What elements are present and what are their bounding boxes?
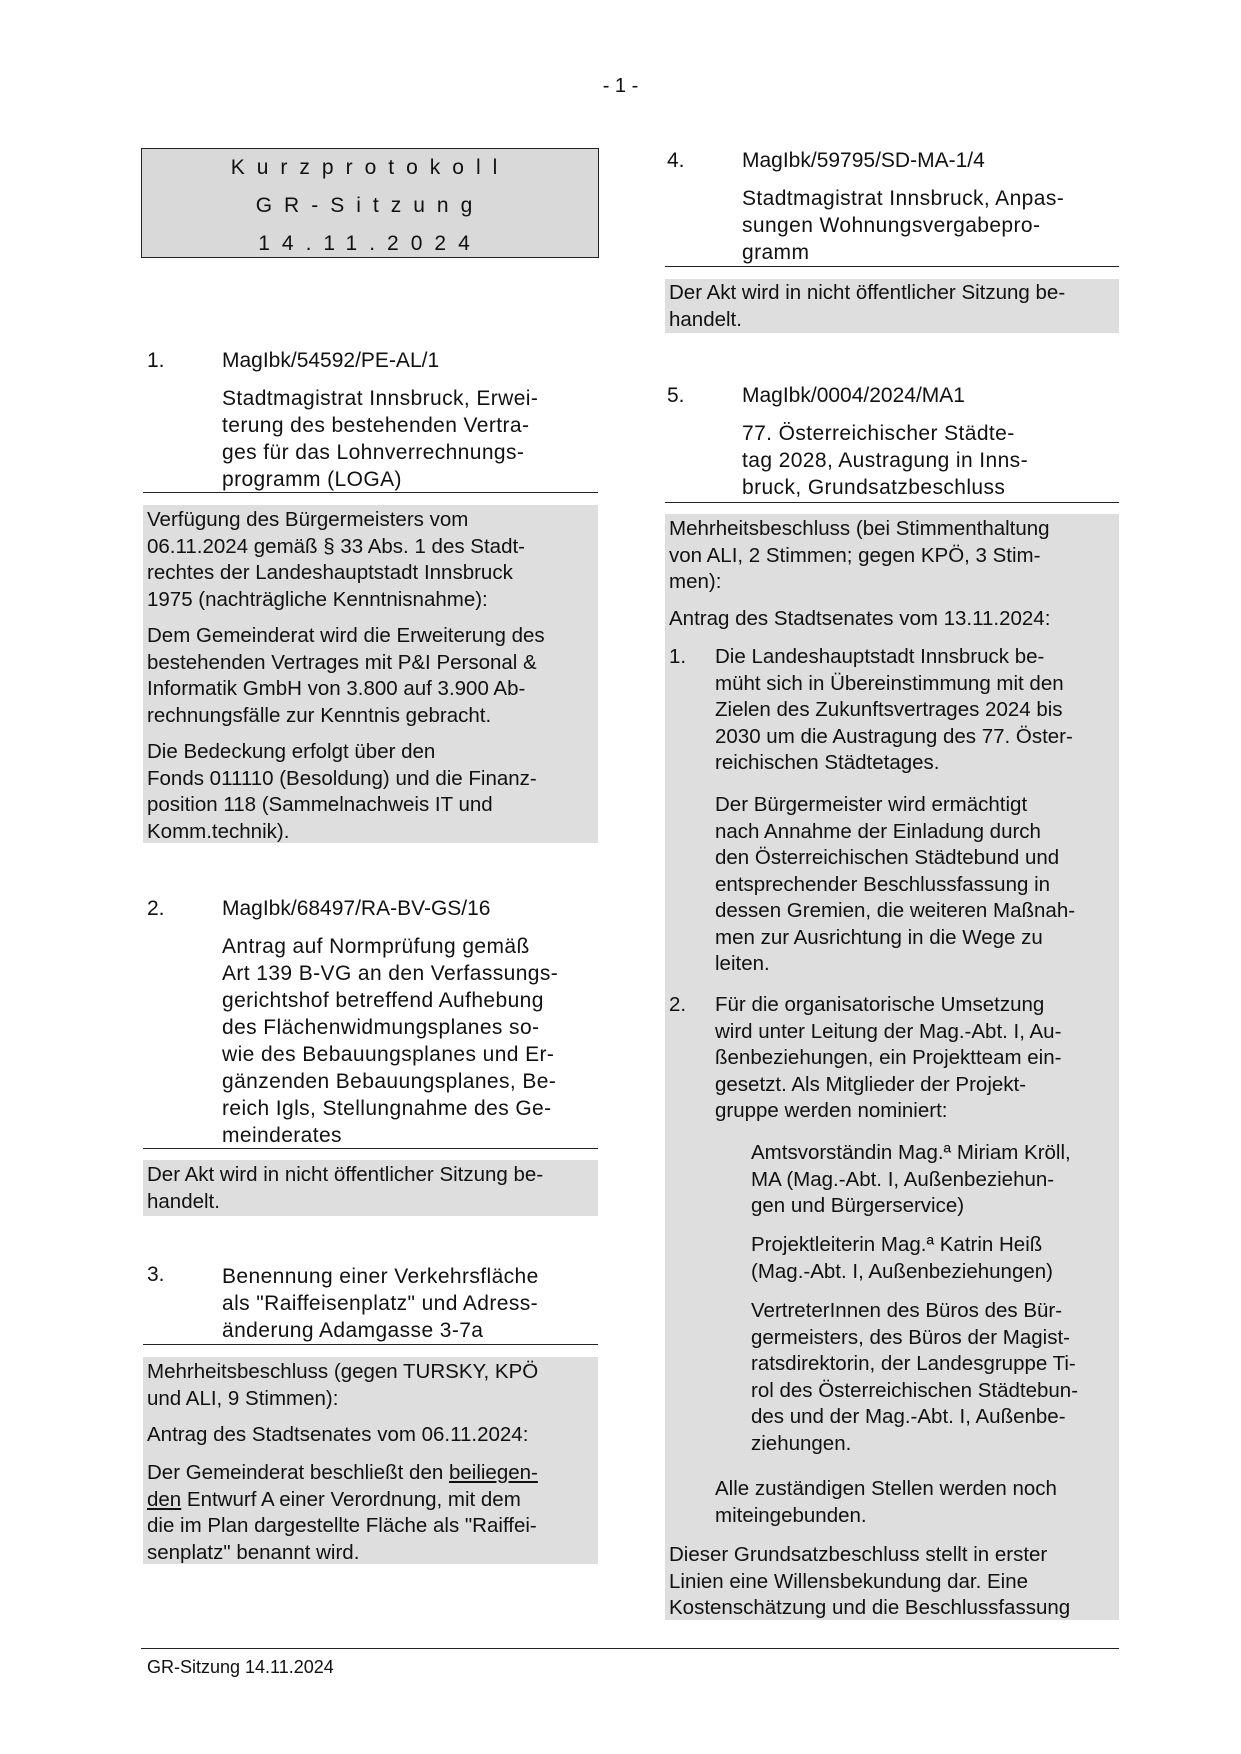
decision-paragraph: Mehrheitsbeschluss (bei Stimmenthaltung von ALI, 2 Stimmen; gegen KPÖ, 3 Stim- men): [669,517,1050,593]
member-entry: VertreterInnen des Büros des Bür- germeisters, des Büros der Magist- ratsdirektorin, der Landesgruppe Ti- rol des Österreichischen Städtebun- des und der Mag.-Abt. I, Außenbe- ziehungen. [751,1299,1079,1455]
title-line-3: 14.11.2024 [258,232,482,255]
item-subject: Antrag auf Normprüfung gemäß Art 139 B-VG an den Verfassungs- gerichtshof betreffend Aufhebung des Flächenwidmungsplanes so- wie des Bebauungsplanes und Er- gänzenden Bebauungsplanes, Be- reich Igls, Stellungnahme des Ge- meinderates [222,935,559,1147]
decision-paragraph: Dem Gemeinderat wird die Erweiterung des bestehenden Vertrages mit P&I Personal & Informatik GmbH von 3.800 auf 3.900 Ab- rechnungsfälle zur Kenntnis gebracht. [147,624,545,727]
decision-paragraph: Antrag des Stadtsenates vom 13.11.2024: [669,607,1051,630]
divider [665,266,1119,267]
item-number: 2. [147,897,165,920]
item-number: 3. [147,1263,165,1286]
item-1 [147,349,597,489]
page-number: - 1 - [602,75,639,97]
item-4 [667,149,1117,264]
item-number: 4. [667,149,685,172]
item-reference: MagIbk/59795/SD-MA-1/4 [742,149,985,172]
title-line-2: GR-Sitzung [255,194,485,217]
item-reference: MagIbk/0004/2024/MA1 [742,384,965,407]
list-number: 2. [669,993,687,1016]
item-2 [147,897,597,1147]
decision-box [143,505,598,843]
decision-paragraph: Dieser Grundsatzbeschluss stellt in erster Linien eine Willensbekundung dar. Eine Kostenschätzung und die Beschlussfassung [669,1543,1071,1619]
decision-box [143,1160,598,1216]
item-reference: MagIbk/54592/PE-AL/1 [222,349,440,372]
decision-box [665,514,1119,1620]
item-subject: Stadtmagistrat Innsbruck, Anpas- sungen Wohnungsvergabepro- gramm [742,187,1065,264]
decision-paragraph: Antrag des Stadtsenates vom 06.11.2024: [147,1423,529,1446]
decision-paragraph: Verfügung des Bürgermeisters vom 06.11.2024 gemäß § 33 Abs. 1 des Stadt- rechtes der Landeshauptstadt Innsbruck 1975 (nachträgliche Kenntnisnahme): [147,508,525,611]
item-number: 1. [147,349,165,372]
footer-text: GR-Sitzung 14.11.2024 [147,1657,334,1677]
item-3 [147,1263,597,1343]
list-item: Die Landeshauptstadt Innsbruck be- müht sich in Übereinstimmung mit den Zielen des Zukunftsvertrages 2024 bis 2030 um die Austragung des 77. Öster- reichischen Städtetages. [715,645,1073,774]
list-item-paragraph: Alle zuständigen Stellen werden noch miteingebunden. [715,1477,1057,1527]
decision-box [143,1357,598,1564]
member-entry: Projektleiterin Mag.ª Katrin Heiß (Mag.-Abt. I, Außenbeziehungen) [751,1233,1053,1283]
divider [143,1148,598,1149]
decision-paragraph: Der Akt wird in nicht öffentlicher Sitzung be- handelt. [147,1163,544,1213]
item-subject: 77. Österreichischer Städte- tag 2028, Austragung in Inns- bruck, Grundsatzbeschluss [742,422,1028,499]
member-entry: Amtsvorständin Mag.ª Miriam Kröll, MA (Mag.-Abt. I, Außenbeziehun- gen und Bürgerservice) [751,1141,1071,1217]
divider [143,492,598,493]
item-reference: MagIbk/68497/RA-BV-GS/16 [222,897,491,920]
decision-paragraph: Der Gemeinderat beschließt den beiliegen- den Entwurf A einer Verordnung, mit dem die im Plan dargestellte Fläche als "Raiffei- senplatz" benannt wird. [147,1461,538,1564]
footer-divider [141,1648,1119,1649]
decision-box [665,279,1119,333]
list-number: 1. [669,645,687,668]
list-item-paragraph: Der Bürgermeister wird ermächtigt nach Annahme der Einladung durch den Österreichischen Städtebund und entsprechender Beschlussfassung in dessen Gremien, die weiteren Maßnah- men zur Ausrichtung in die Wege zu leiten. [715,793,1076,975]
decision-paragraph: Die Bedeckung erfolgt über den Fonds 011110 (Besoldung) und die Finanz- position 118 (Sammelnachweis IT und Komm.technik). [147,740,537,843]
divider [143,1344,598,1345]
list-item: Für die organisatorische Umsetzung wird unter Leitung der Mag.-Abt. I, Au- ßenbeziehungen, ein Projektteam ein- gesetzt. Als Mitglieder der Projekt- gruppe werden nominiert: [715,993,1062,1122]
decision-paragraph: Mehrheitsbeschluss (gegen TURSKY, KPÖ und ALI, 9 Stimmen): [147,1360,539,1410]
decision-paragraph: Der Akt wird in nicht öffentlicher Sitzung be- handelt. [669,281,1066,331]
item-5 [667,384,1117,499]
title-box [141,148,599,258]
item-subject: Benennung einer Verkehrsfläche als "Raiffeisenplatz" und Adress- änderung Adamgasse 3-7a [222,1265,539,1342]
item-number: 5. [667,384,685,407]
title-line-1: Kurzprotokoll [230,156,510,179]
item-subject: Stadtmagistrat Innsbruck, Erwei- terung des bestehenden Vertra- ges für das Lohnverrechnungs- programm (LOGA) [222,387,539,491]
divider [665,502,1119,503]
